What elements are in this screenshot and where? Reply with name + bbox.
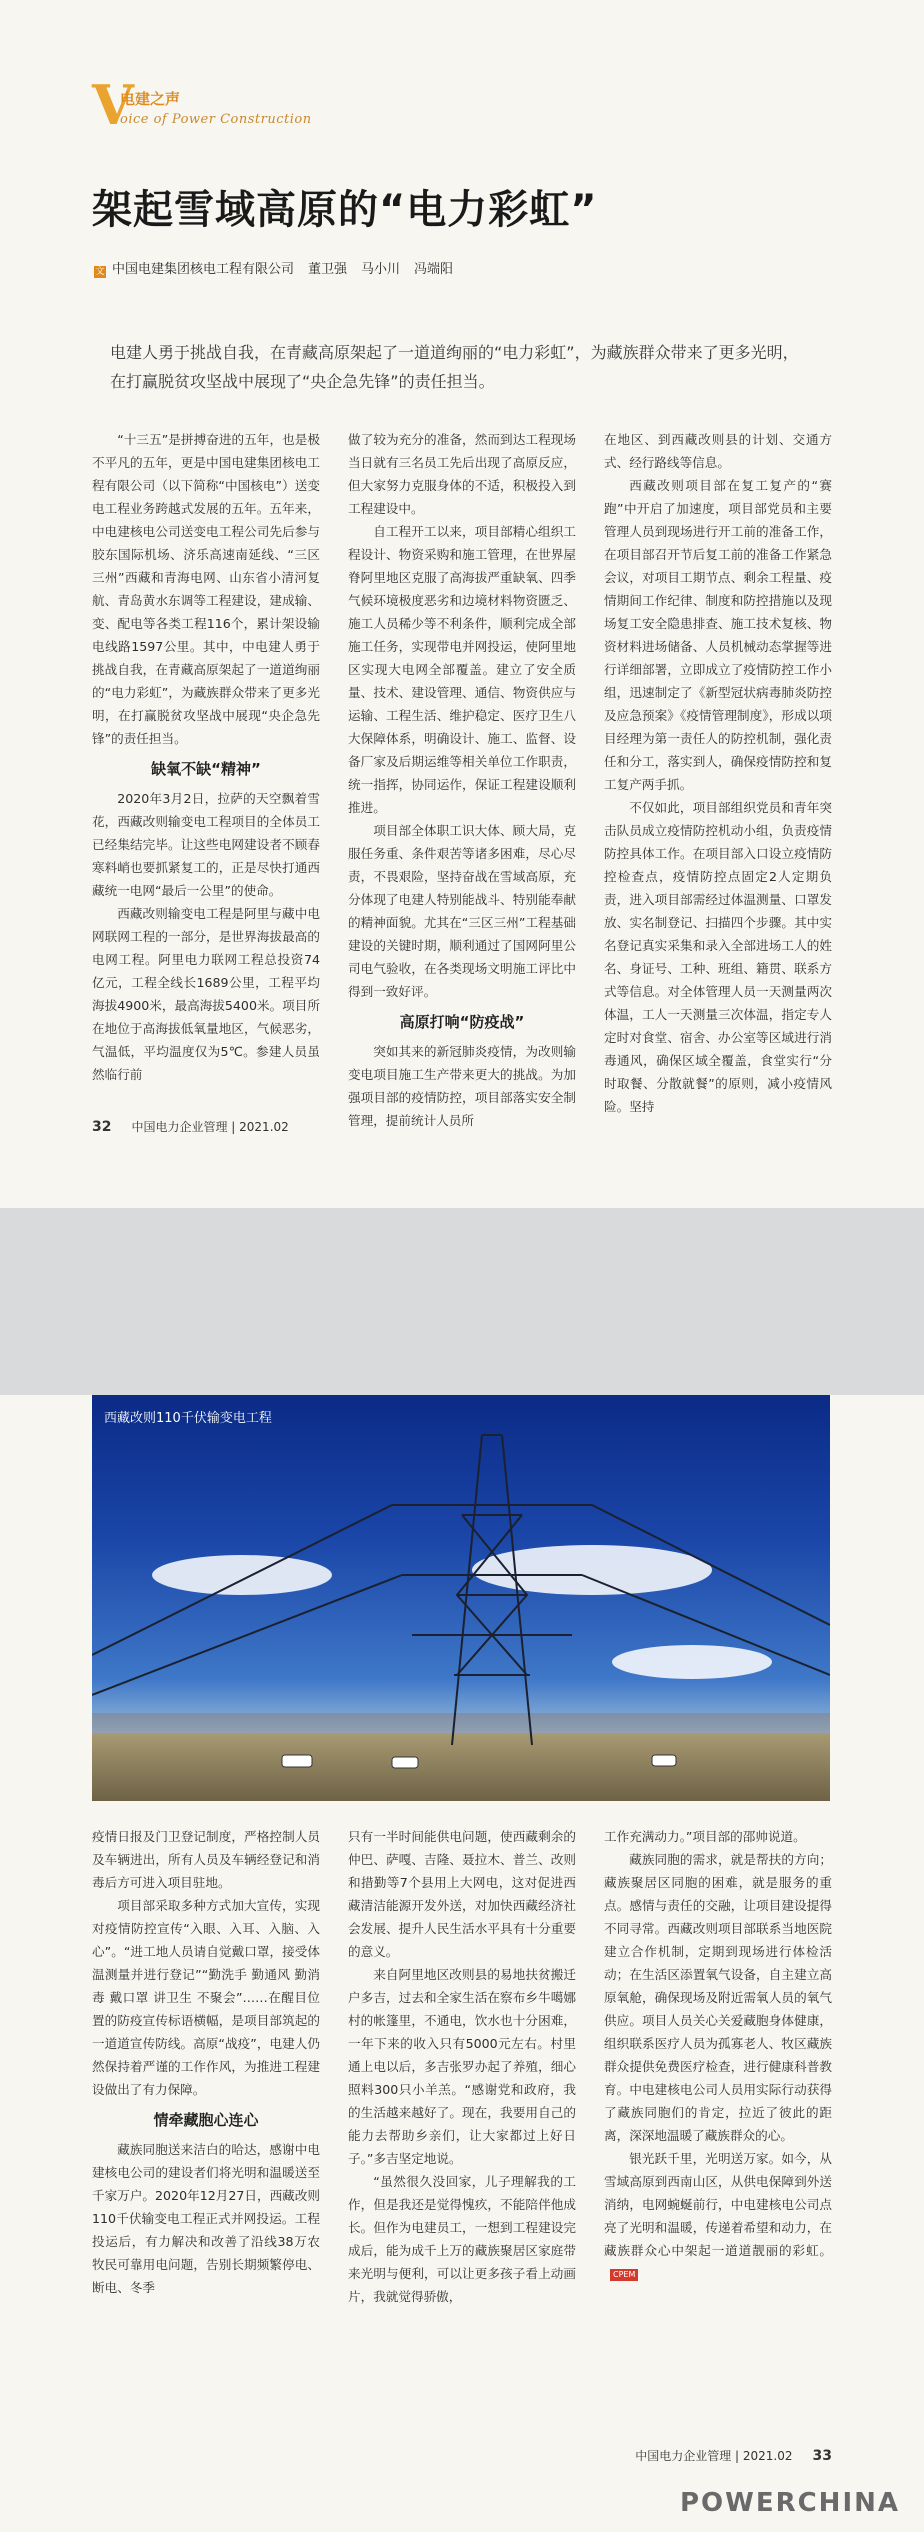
subheading: 情牵藏胞心连心 xyxy=(153,2111,259,2129)
paragraph: 2020年3月2日，拉萨的天空飘着雪花，西藏改则输变电工程项目的全体员工已经集结完毕。让这些电网建设者不顾春寒料峭也要抓紧复工的，正是尽快打通西藏统一电网“最后一公里”的使命。 xyxy=(92,791,320,898)
paragraph: 工作充满动力。”项目部的邵帅说道。 xyxy=(604,1829,806,1844)
column-3 xyxy=(604,428,832,1118)
section-title: 电建之声 xyxy=(120,90,181,108)
subheading: 高原打响“防疫战” xyxy=(399,1013,525,1031)
paragraph: 西藏改则项目部在复工复产的“赛跑”中开启了加速度，项目部党员和主要管理人员到现场进行开工前的准备工作，在项目部召开节后复工前的准备工作紧急会议，对项目工期节点、剩余工程量、疫情期间工作纪律、制度和防控措施以及现场复工安全隐患排查、施工技术复核、物资材料进场储备、人员机械动态掌握等进行详细部署，立即成立了疫情防控工作小组，迅速制定了《新型冠状病毒肺炎防控及应急预案》《疫情管理制度》，形成以项目经理为第一责任人的防控机制，强化责任和分工，落实到人，确保疫情防控和复工复产两手抓。 xyxy=(604,478,832,792)
page-32 xyxy=(0,0,924,1208)
byline-author: 董卫强 xyxy=(308,262,348,277)
paragraph: 项目部全体职工识大体、顾大局，克服任务重、条件艰苦等诸多困难，尽心尽责，不畏艰险，坚持奋战在雪域高原，充分体现了电建人特别能战斗、特别能奉献的精神面貌。尤其在“三区三州”工程基础建设的关键时期，顺利通过了国网阿里公司电气验收，在各类现场文明施工评比中得到一致好评。 xyxy=(348,823,576,999)
publication-info: 中国电力企业管理 | 2021.02 xyxy=(131,1120,289,1134)
page-footer xyxy=(635,2447,832,2464)
paragraph: 在地区、到西藏改则县的计划、交通方式、经行路线等信息。 xyxy=(604,432,832,470)
column-1 xyxy=(92,1825,320,2299)
section-subtitle: oice of Power Construction xyxy=(120,112,312,127)
byline xyxy=(94,258,453,278)
byline-author: 冯端阳 xyxy=(414,262,454,277)
paragraph: 突如其来的新冠肺炎疫情，为改则输变电项目施工生产带来更大的挑战。为加强项目部的疫情防控，项目部落实安全制管理，提前统计人员所 xyxy=(348,1044,576,1128)
page-footer xyxy=(92,1118,289,1135)
paragraph: 只有一半时间能供电问题，使西藏剩余的仲巴、萨嘎、吉隆、聂拉木、普兰、改则和措勤等7个县用上大网电，这对促进西藏清洁能源开发外送，对加快西藏经济社会发展、提升人民生活水平具有十分重要的意义。 xyxy=(348,1829,576,1959)
column-2 xyxy=(348,428,576,1132)
powerchina-logo: POWERCHINA xyxy=(679,2488,900,2518)
section-letter: V xyxy=(92,73,134,137)
page-33 xyxy=(0,1395,924,2532)
column-1 xyxy=(92,428,320,1086)
paragraph: 藏族同胞送来洁白的哈达，感谢中电建核电公司的建设者们将光明和温暖送至千家万户。2020年12月27日，西藏改则110千伏输变电工程正式并网投运。工程投运后，有力解决和改善了沿线38万农牧民可靠用电问题，告别长期频繁停电、断电、冬季 xyxy=(92,2142,320,2295)
byline-mark-icon: 文 xyxy=(95,267,105,277)
article-title: 架起雪域高原的“电力彩虹” xyxy=(92,187,598,233)
paragraph: 项目部采取多种方式加大宣传，实现对疫情防控宣传“入眼、入耳、入脑、入心”。“进工地人员请自觉戴口罩，接受体温测量并进行登记”“勤洗手 勤通风 勤消毒 戴口罩 讲卫生 不聚会”……在醒目位置的防疫宣传标语横幅，是项目部筑起的一道道宣传防线。高原“战疫”，电建人仍然保持着严谨的工作作风，为推进工程建设做出了有力保障。 xyxy=(92,1898,320,2097)
paragraph: 不仅如此，项目部组织党员和青年突击队员成立疫情防控机动小组，负责疫情防控具体工作。在项目部入口设立疫情防控检查点，疫情防控点固定2人定期负责，进入项目部需经过体温测量、口罩发放、实名制登记、扫描四个步骤。其中实名登记真实采集和录入全部进场工人的姓名、身证号、工种、班组、籍贯、联系方式等信息。对全体管理人员一天测量两次体温，工人一天测量三次体温，指定专人定时对食堂、宿舍、办公室等区域进行消毒通风，确保区域全覆盖，食堂实行“分时取餐、分散就餐”的原则，减小疫情风险。坚持 xyxy=(604,800,832,1114)
transmission-tower-photo xyxy=(92,1395,830,1801)
cpem-tag: CPEM xyxy=(610,2269,638,2281)
paragraph: 来自阿里地区改则县的易地扶贫搬迁户多吉，过去和全家生活在察布乡牛噶娜村的帐篷里，不通电，饮水也十分困难，一年下来的收入只有5000元左右。村里通上电以后，多吉张罗办起了养殖，细心照料300只小羊羔。“感谢党和政府，我的生活越来越好了。现在，我要用自己的能力去帮助乡亲们，让大家都过上好日子。”多吉坚定地说。 xyxy=(348,1967,576,2166)
paragraph: 做了较为充分的准备，然而到达工程现场当日就有三名员工先后出现了高原反应，但大家努力克服身体的不适，积极投入到工程建设中。 xyxy=(348,432,576,516)
paragraph: 疫情日报及门卫登记制度，严格控制人员及车辆进出，所有人员及车辆经登记和消毒后方可进入项目驻地。 xyxy=(92,1829,320,1890)
byline-author: 马小川 xyxy=(361,262,401,277)
body-columns xyxy=(92,1825,832,2475)
column-2 xyxy=(348,1825,576,2308)
tower-illustration xyxy=(92,1395,830,1801)
photo-caption: 西藏改则110千伏输变电工程 xyxy=(104,1411,272,1426)
paragraph: “虽然很久没回家，儿子理解我的工作，但是我还是觉得愧疚，不能陪伴他成长。但作为电建员工，一想到工程建设完成后，能为成千上万的藏族聚居区家庭带来光明与便利，可以让更多孩子看上动画片，我就觉得骄傲， xyxy=(348,2174,576,2304)
paragraph: “十三五”是拼搏奋进的五年，也是极不平凡的五年，更是中国电建集团核电工程有限公司（以下简称“中国核电”）送变电工程业务跨越式发展的五年。五年来，中电建核电公司送变电工程公司先后参与胶东国际机场、济乐高速南延线、“三区三州”西藏和青海电网、山东省小清河复航、青岛黄水东调等工程建设，建成输、变、配电等各类工程116个，累计架设输电线路1597公里。其中，中电建人勇于挑战自我，在青藏高原架起了一道道绚丽的“电力彩虹”，为藏族群众带来了更多光明，在打赢脱贫攻坚战中展现“央企急先锋”的责任担当。 xyxy=(92,432,320,746)
paragraph-text: 银光跃千里，光明送万家。如今，从雪域高原到西南山区，从供电保障到外送消纳，电网蜿蜒前行，中电建核电公司点亮了光明和温暖，传递着希望和动力，在藏族群众心中架起一道道靓丽的彩虹。 xyxy=(604,2151,832,2258)
byline-org: 中国电建集团核电工程有限公司 xyxy=(112,262,295,277)
lead-paragraph: 电建人勇于挑战自我，在青藏高原架起了一道道绚丽的“电力彩虹”，为藏族群众带来了更多光明，在打赢脱贫攻坚战中展现了“央企急先锋”的责任担当。 xyxy=(110,343,799,391)
page-number: 33 xyxy=(812,2448,832,2464)
paragraph: 自工程开工以来，项目部精心组织工程设计、物资采购和施工管理，在世界屋脊阿里地区克服了高海拔严重缺氧、四季气候环境极度恶劣和边境材料物资匮乏、施工人员稀少等不利条件，顺利完成全部施工任务，实现带电并网投运，使阿里地区实现大电网全部覆盖。建立了安全质量、技术、建设管理、通信、物资供应与运输、工程生活、维护稳定、医疗卫生八大保障体系，明确设计、施工、监督、设备厂家及后期运维等相关单位工作职责，统一指挥，协同运作，保证工程建设顺利推进。 xyxy=(348,524,576,815)
publication-info: 中国电力企业管理 | 2021.02 xyxy=(635,2449,793,2463)
column-3 xyxy=(604,1825,832,2285)
paragraph: 西藏改则输变电工程是阿里与藏中电网联网工程的一部分，是世界海拔最高的电网工程。阿里电力联网工程总投资74亿元，工程全线长1689公里，工程平均海拔4900米，最高海拔5400米。项目所在地位于高海拔低氧量地区，气候恶劣，气温低，平均温度仅为5℃。参建人员虽然临行前 xyxy=(92,906,320,1082)
paragraph xyxy=(604,2147,832,2285)
subheading: 缺氧不缺“精神” xyxy=(151,760,261,778)
paragraph: 藏族同胞的需求，就是帮扶的方向；藏族聚居区同胞的困难，就是服务的重点。感情与责任的交融，让项目建设提得不同寻常。西藏改则项目部联系当地医院建立合作机制，定期到现场进行体检活动；在生活区添置氧气设备，自主建立高原氧舱，确保现场及附近需氧人员的氧气供应。项目人员关心关爱藏胞身体健康，组织联系医疗人员为孤寡老人、牧区藏族群众提供免费医疗检查，进行健康科普教育。中电建核电公司人员用实际行动获得了藏族同胞们的肯定，拉近了彼此的距离，深深地温暖了藏族群众的心。 xyxy=(604,1852,832,2143)
page-number: 32 xyxy=(92,1119,112,1135)
section-header xyxy=(92,73,412,137)
